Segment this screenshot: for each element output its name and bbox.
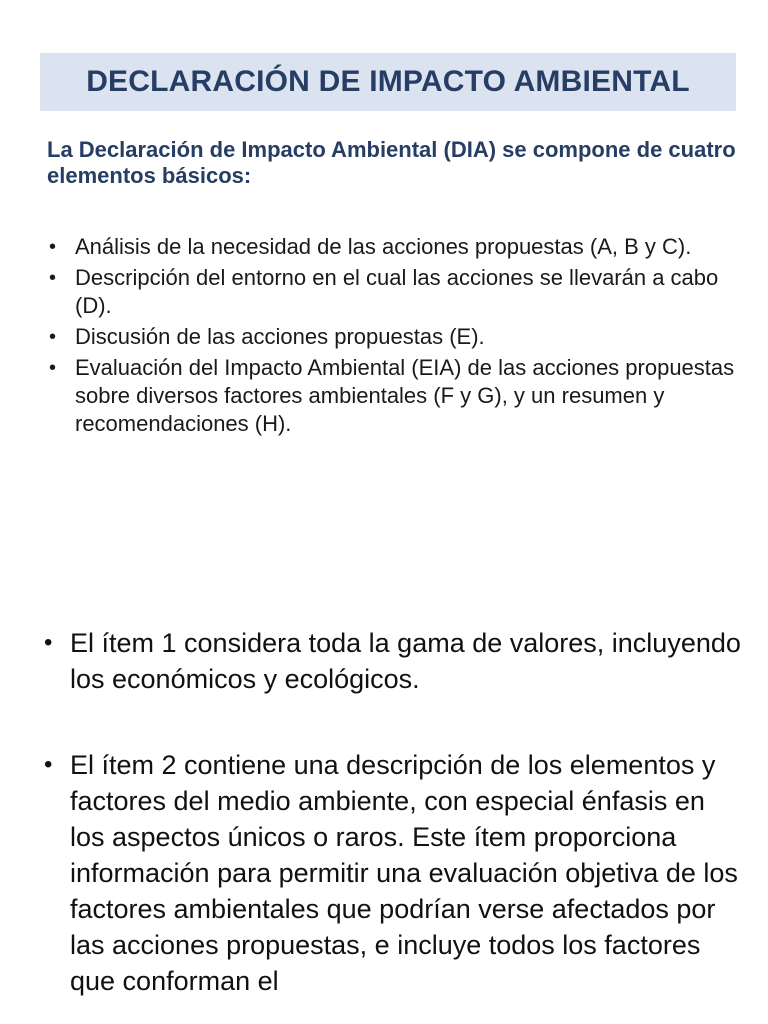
bullet-icon: • [49,236,57,258]
list-item-text: Análisis de la necesidad de las acciones propuestas (A, B y C). [75,234,692,259]
list-item-text: Discusión de las acciones propuestas (E). [75,324,485,349]
notes-list [42,625,742,999]
bullet-icon: • [44,629,53,656]
list-item [47,264,737,320]
list-item [47,233,737,261]
note-item [42,747,742,999]
title-bar [40,53,736,111]
elements-list [47,233,737,441]
bullet-icon: • [49,357,57,379]
page-title: DECLARACIÓN DE IMPACTO AMBIENTAL [86,65,690,98]
bullet-icon: • [49,267,57,289]
list-item-text: Descripción del entorno en el cual las acciones se llevarán a cabo (D). [75,265,719,318]
list-item-text: Evaluación del Impacto Ambiental (EIA) de las acciones propuestas sobre diversos factores ambientales (F y G), y un resumen y recomendaciones (H). [75,355,735,436]
list-item [47,354,737,438]
bullet-icon: • [44,751,53,778]
bullet-icon: • [49,326,57,348]
note-item-text: El ítem 1 considera toda la gama de valores, incluyendo los económicos y ecológicos. [70,628,741,694]
list-item [47,323,737,351]
intro-text: La Declaración de Impacto Ambiental (DIA) se compone de cuatro elementos básicos: [47,137,736,188]
note-item [42,625,742,697]
note-item-text: El ítem 2 contiene una descripción de los elementos y factores del medio ambiente, con especial énfasis en los aspectos únicos o raros. Este ítem proporciona información para permitir una evaluación objetiva de los factores ambientales que podrían verse afectados por las acciones propuestas, e incluye todos los factores que conforman el [70,750,738,996]
